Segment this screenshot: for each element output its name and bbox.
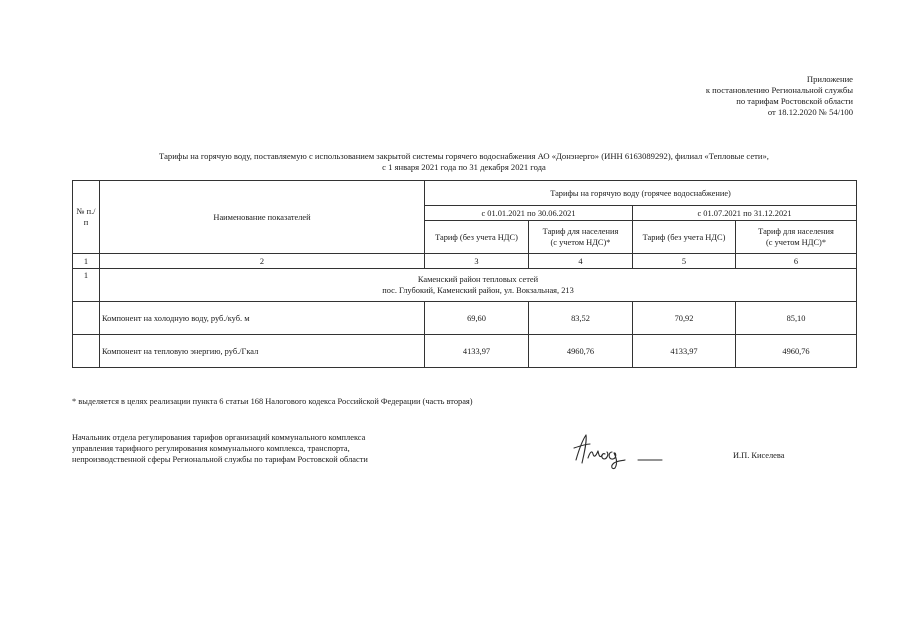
- header-num: № п./п: [73, 181, 100, 254]
- section-num: 1: [73, 269, 100, 302]
- row-num: [73, 335, 100, 368]
- row-name: Компонент на тепловую энергию, руб./Гкал: [100, 335, 425, 368]
- header-period-1: с 01.01.2021 по 30.06.2021: [425, 206, 633, 221]
- column-number: 5: [633, 254, 736, 269]
- row-num: [73, 302, 100, 335]
- appendix-line: по тарифам Ростовской области: [736, 96, 853, 106]
- section-title: Каменский район тепловых сетей пос. Глубокий, Каменский район, ул. Вокзальная, 213: [100, 269, 857, 302]
- column-number: 1: [73, 254, 100, 269]
- title-line: с 1 января 2021 года по 31 декабря 2021 года: [382, 162, 546, 172]
- table-row: [73, 302, 857, 335]
- handwritten-signature: [572, 432, 664, 472]
- header-tariff-no-vat: Тариф (без учета НДС): [425, 221, 529, 254]
- column-number: 3: [425, 254, 529, 269]
- position-line: непроизводственной сферы Региональной службы по тарифам Ростовской области: [72, 455, 368, 464]
- position-line: управления тарифного регулирования коммунального комплекса, транспорта,: [72, 444, 350, 453]
- header-group: Тарифы на горячую воду (горячее водоснабжение): [425, 181, 857, 206]
- row-value: 85,10: [736, 302, 857, 335]
- appendix-header: [706, 74, 853, 118]
- header-period-2: с 01.07.2021 по 31.12.2021: [633, 206, 857, 221]
- header-tariff-population: Тариф для населения (с учетом НДС)*: [736, 221, 857, 254]
- document-title: [72, 151, 856, 173]
- row-value: 4133,97: [425, 335, 529, 368]
- header-tariff-no-vat: Тариф (без учета НДС): [633, 221, 736, 254]
- header-tariff-population: Тариф для населения (с учетом НДС)*: [529, 221, 633, 254]
- appendix-line: от 18.12.2020 № 54/100: [767, 107, 853, 117]
- header-name: Наименование показателей: [100, 181, 425, 254]
- column-number: 2: [100, 254, 425, 269]
- table-row: [73, 335, 857, 368]
- signature-position: [72, 432, 368, 465]
- row-value: 4960,76: [529, 335, 633, 368]
- signer-name: И.П. Киселева: [733, 451, 785, 460]
- column-number-row: [73, 254, 857, 269]
- row-value: 4960,76: [736, 335, 857, 368]
- footnote: * выделяется в целях реализации пункта 6 статьи 168 Налогового кодекса Российской Федерации (часть вторая): [72, 397, 473, 406]
- row-value: 69,60: [425, 302, 529, 335]
- section-row: [73, 269, 857, 302]
- title-line: Тарифы на горячую воду, поставляемую с использованием закрытой системы горячего водоснабжения АО «Донэнерго» (ИНН 6163089292), филиал «Тепловые сети»,: [159, 151, 769, 161]
- tariff-table: [72, 180, 857, 368]
- row-value: 4133,97: [633, 335, 736, 368]
- row-value: 83,52: [529, 302, 633, 335]
- column-number: 4: [529, 254, 633, 269]
- appendix-line: к постановлению Региональной службы: [705, 85, 853, 95]
- column-number: 6: [736, 254, 857, 269]
- position-line: Начальник отдела регулирования тарифов организаций коммунального комплекса: [72, 433, 366, 442]
- row-name: Компонент на холодную воду, руб./куб. м: [100, 302, 425, 335]
- row-value: 70,92: [633, 302, 736, 335]
- appendix-line: Приложение: [806, 74, 853, 84]
